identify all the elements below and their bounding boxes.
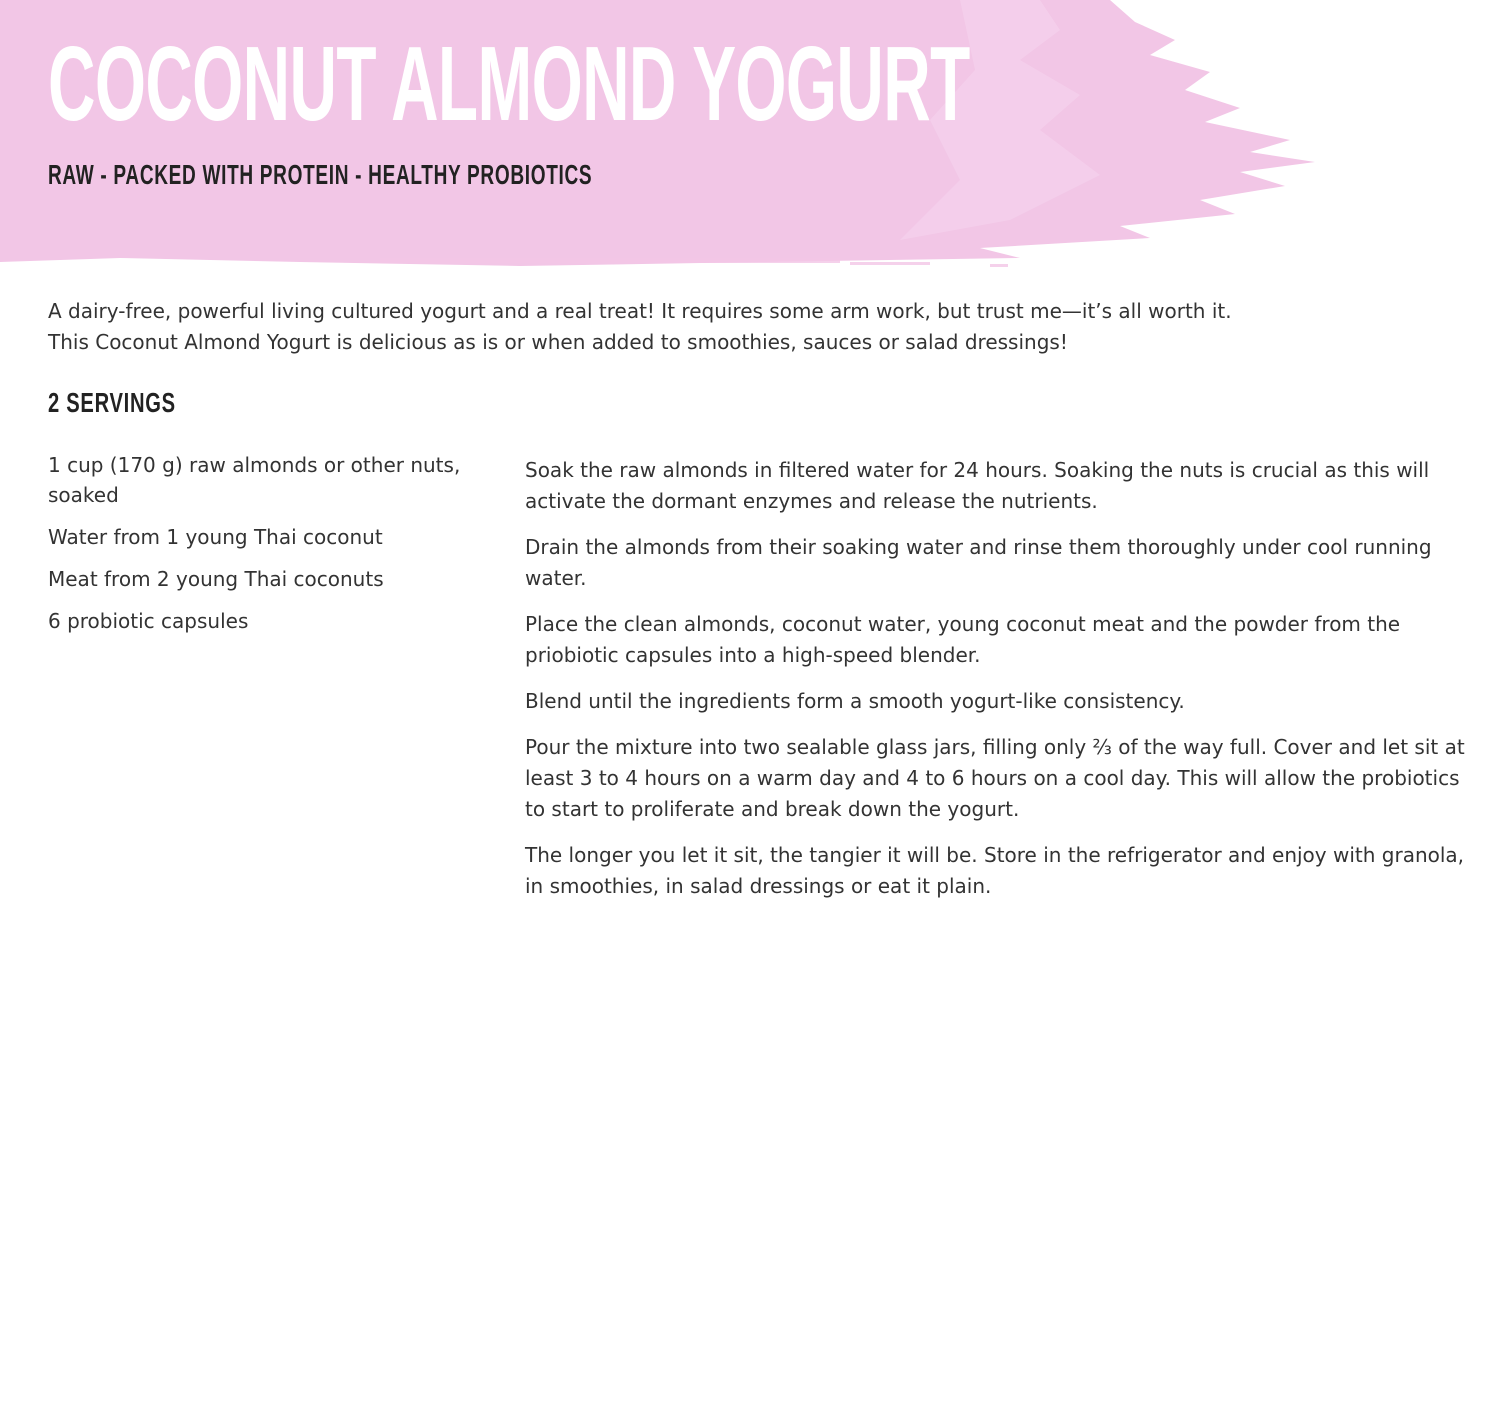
instruction-step: Soak the raw almonds in filtered water for 24 hours. Soaking the nuts is crucial as this will activate the dormant enzymes and release the nutrients. [525,458,1430,513]
recipe-tagline: RAW - PACKED WITH PROTEIN - HEALTHY PROBIOTICS [48,159,593,190]
ingredient-item: 1 cup (170 g) raw almonds or other nuts, soaked [48,453,461,507]
instruction-step: Pour the mixture into two sealable glass jars, filling only ⅔ of the way full. Cover and let sit at least 3 to 4 hours on a warm day and 4 to 6 hours on a cool day. This will allow the probiotics to start to proliferate and break down the yogurt. [525,735,1465,821]
recipe-intro: A dairy-free, powerful living cultured yogurt and a real treat! It requires some arm work, but trust me—it’s all worth it. This Coconut Almond Yogurt is delicious as is or when added to smoothies, sauces or salad dressings! [48,299,1232,354]
ingredient-item: Meat from 2 young Thai coconuts [48,567,384,591]
servings-heading: 2 SERVINGS [48,387,176,418]
ingredients-list [48,450,488,648]
recipe-title: COCONUT ALMOND YOGURT [48,25,970,143]
ingredient-item: 6 probiotic capsules [48,609,249,633]
instruction-step: The longer you let it sit, the tangier it will be. Store in the refrigerator and enjoy with granola, in smoothies, in salad dressings or eat it plain. [525,843,1465,898]
instructions-list [525,455,1465,917]
instruction-step: Drain the almonds from their soaking water and rinse them thoroughly under cool running water. [525,535,1432,590]
instruction-step: Blend until the ingredients form a smooth yogurt-like consistency. [525,689,1185,713]
ingredient-item: Water from 1 young Thai coconut [48,525,383,549]
instruction-step: Place the clean almonds, coconut water, young coconut meat and the powder from the priobiotic capsules into a high-speed blender. [525,612,1401,667]
